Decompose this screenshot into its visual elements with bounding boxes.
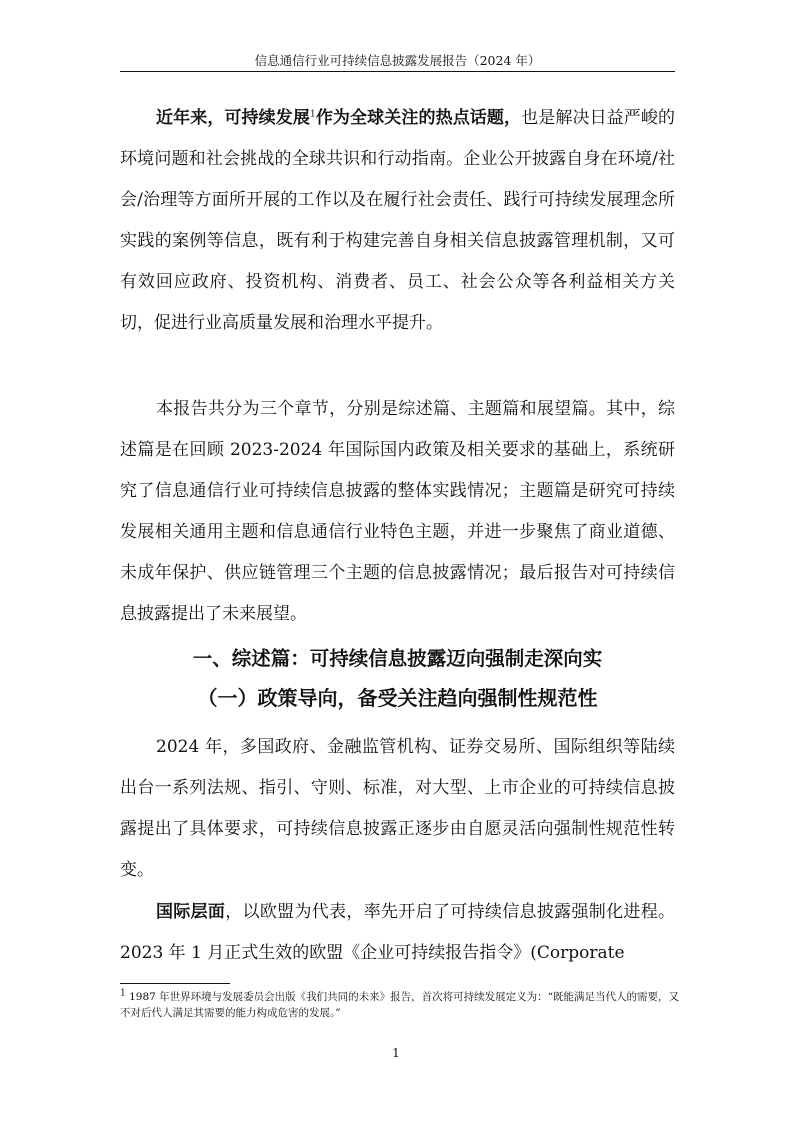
international-lead-bold: 国际层面 bbox=[156, 902, 226, 922]
intro-paragraph bbox=[120, 98, 675, 344]
footnote bbox=[120, 989, 680, 1021]
section-heading: （一）政策导向，备受关注趋向强制性规范性 bbox=[197, 686, 598, 710]
page-number: 1 bbox=[392, 1046, 400, 1060]
chapter-heading: 一、综述篇：可持续信息披露迈向强制走深向实 bbox=[192, 647, 603, 670]
intro-lead-bold-2: 作为全球关注的热点话题， bbox=[315, 108, 522, 128]
running-header: 信息通信行业可持续信息披露发展报告（2024 年） bbox=[254, 53, 541, 68]
footnote-ref[interactable]: 1 bbox=[309, 109, 316, 120]
intro-body: 也是解决日益严峻的环境问题和社会挑战的全球共识和行动指南。企业公开披露自身在环境/社会/治理等方面所开展的工作以及在履行社会责任、践行可持续发展理念所实践的案例等信息，既有利于构建完善自身相关信息披露管理机制，又可有效回应政府、投资机构、消费者、员工、社会公众等各利益相关方关切，促进行业高质量发展和治理水平提升。 bbox=[120, 108, 676, 333]
international-body: ，以欧盟为代表，率先开启了可持续信息披露强制化进程。2023 年 1 月正式生效的欧盟《企业可持续报告指令》(Corporate bbox=[120, 902, 676, 963]
policy-paragraph: 2024 年，多国政府、金融监管机构、证券交易所、国际组织等陆续出台一系列法规、指引、守则、标准，对大型、上市企业的可持续信息披露提出了具体要求，可持续信息披露正逐步由自愿灵活向强制性规范性转变。 bbox=[120, 737, 675, 880]
footnote-rule bbox=[120, 983, 230, 984]
footnote-marker: 1 bbox=[120, 988, 126, 999]
intro-lead-bold: 近年来，可持续发展 bbox=[156, 108, 310, 128]
header-rule bbox=[120, 71, 675, 72]
international-paragraph bbox=[120, 892, 675, 974]
footnote-text: 1987 年世界环境与发展委员会出版《我们共同的未来》报告，首次将可持续发展定义为：“既能满足当代人的需要，又不对后代人满足其需要的能力构成危害的发展。” bbox=[120, 991, 680, 1019]
structure-paragraph: 本报告共分为三个章节，分别是综述篇、主题篇和展望篇。其中，综述篇是在回顾 2023-2024 年国际国内政策及相关要求的基础上，系统研究了信息通信行业可持续信息披露的整体实践情况；主题篇是研究可持续发展相关通用主题和信息通信行业特色主题，并进一步聚焦了商业道德、未成年保护、供应链管理三个主题的信息披露情况；最后报告对可持续信息披露提出了未来展望。 bbox=[120, 399, 675, 624]
